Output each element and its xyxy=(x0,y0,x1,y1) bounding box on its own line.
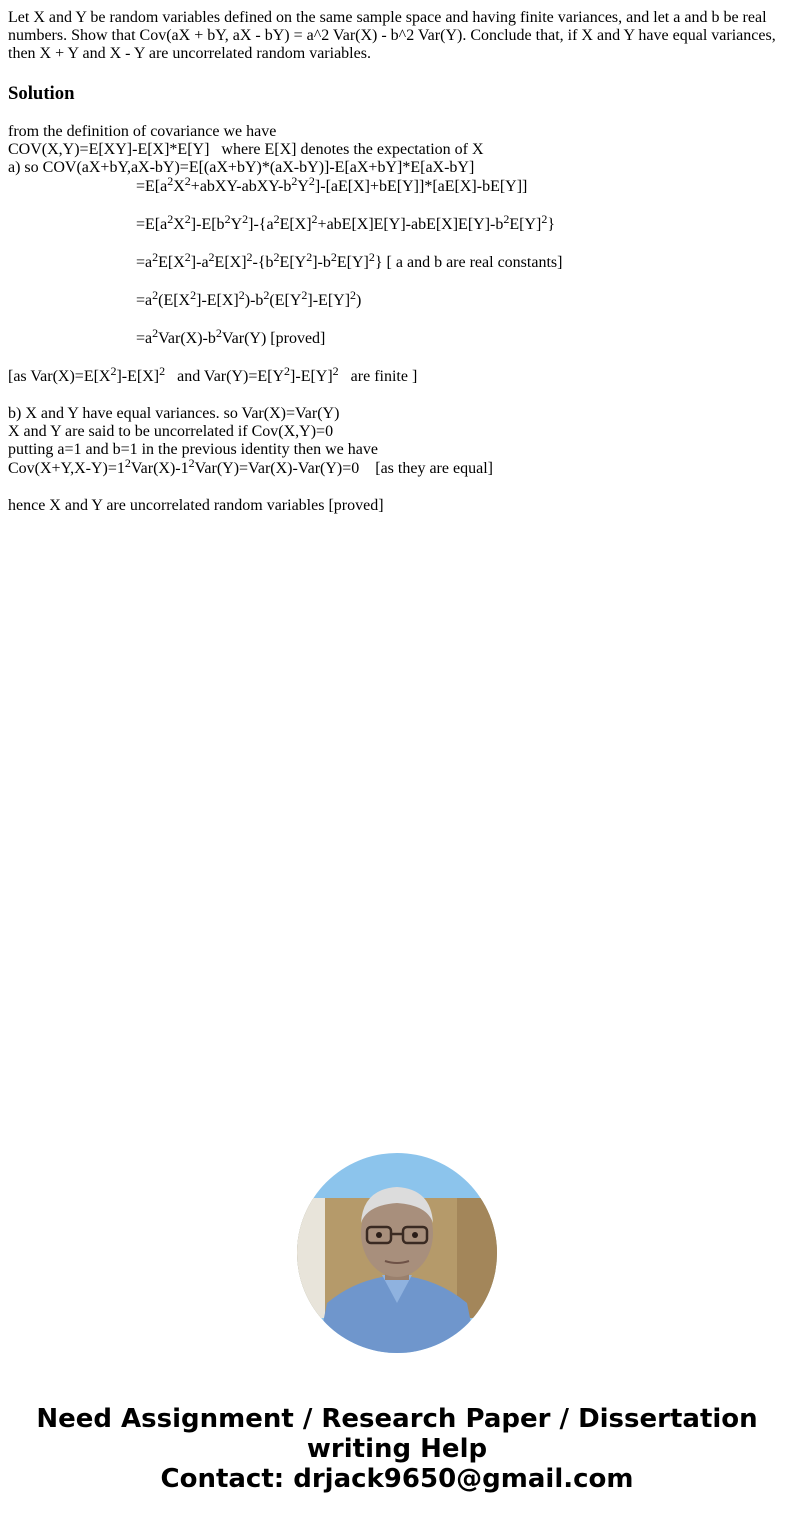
footer-line-1: Need Assignment / Research Paper / Dissertation xyxy=(36,1404,758,1434)
derivation-step-3: $=a^2E[X^2]-a^2E[X]^2-\{b^2E[Y^2]-b^2E[Y]^2\}$ [ a and b are real constants] xyxy=(136,250,563,271)
intro-line: from the definition of covariance we have xyxy=(8,123,277,140)
variance-note-start: [as Var(X)=E[X xyxy=(8,368,111,385)
derivation-step-4: $=a^2(E[X^2]-E[X]^2)-b^2(E[Y^2]-E[Y]^2)$ xyxy=(136,288,362,309)
author-avatar xyxy=(297,1153,497,1353)
person-photo-icon xyxy=(297,1153,497,1353)
solution-heading: Solution xyxy=(8,83,75,104)
equal-note: [as they are equal] xyxy=(375,460,493,477)
constants-note: [ a and b are real constants] xyxy=(386,254,563,271)
variance-note: [as $Var(X)=E[X^2]-E[X]^2$ and $Var(Y)=E[Y^2]-E[Y]^2$ are finite ] xyxy=(8,364,418,385)
footer-contact: Contact: drjack9650@gmail.com xyxy=(160,1464,634,1494)
question-text: Let X and Y be random variables defined on the same sample space and having finite variances, and let a and b be real numbers. Show that Cov(aX + bY, aX - bY) = a^2 Var(X) - b^2 Var(Y). Conclude that, if X and Y have equal variances, then X + Y and X - Y are uncorrelated random variables. xyxy=(8,9,776,62)
document-body xyxy=(8,9,786,515)
proved-note: [proved] xyxy=(270,330,326,347)
conclusion-line: hence X and Y are uncorrelated random variables [proved] xyxy=(8,497,384,514)
substitution-line: putting a=1 and b=1 in the previous identity then we have xyxy=(8,441,378,458)
part-a-line: a) so COV(aX+bY,aX-bY)=E[(aX+bY)*(aX-bY)]-E[aX+bY]*E[aX-bY] xyxy=(8,159,475,176)
derivation-step-2: $=E[a^2X^2]-E[b^2Y^2]-\{a^2E[X]^2+abE[X]E[Y]-abE[X]E[Y]-b^2E[Y]^2\}$ xyxy=(136,212,556,233)
contact-footer xyxy=(0,1404,794,1494)
derivation-step-1: $=E[a^2X^2+abXY-abXY-b^2Y^2]-[aE[X]+bE[Y]]*[aE[X]-bE[Y]]$ xyxy=(136,174,528,195)
covariance-definition: COV(X,Y)=E[XY]-E[X]*E[Y] where E[X] denotes the expectation of X xyxy=(8,141,484,158)
uncorrelated-definition: X and Y are said to be uncorrelated if Cov(X,Y)=0 xyxy=(8,423,334,440)
part-b-line: b) X and Y have equal variances. so Var(X)=Var(Y) xyxy=(8,405,340,422)
covariance-result: $Cov(X+Y,X-Y)=1^2Var(X)-1^2Var(Y)=Var(X)-Var(Y)=0$ [as they are equal] xyxy=(8,456,493,477)
derivation-step-5: $=a^2Var(X)-b^2Var(Y)$ [proved] xyxy=(136,326,326,347)
footer-line-2: writing Help xyxy=(306,1434,488,1464)
